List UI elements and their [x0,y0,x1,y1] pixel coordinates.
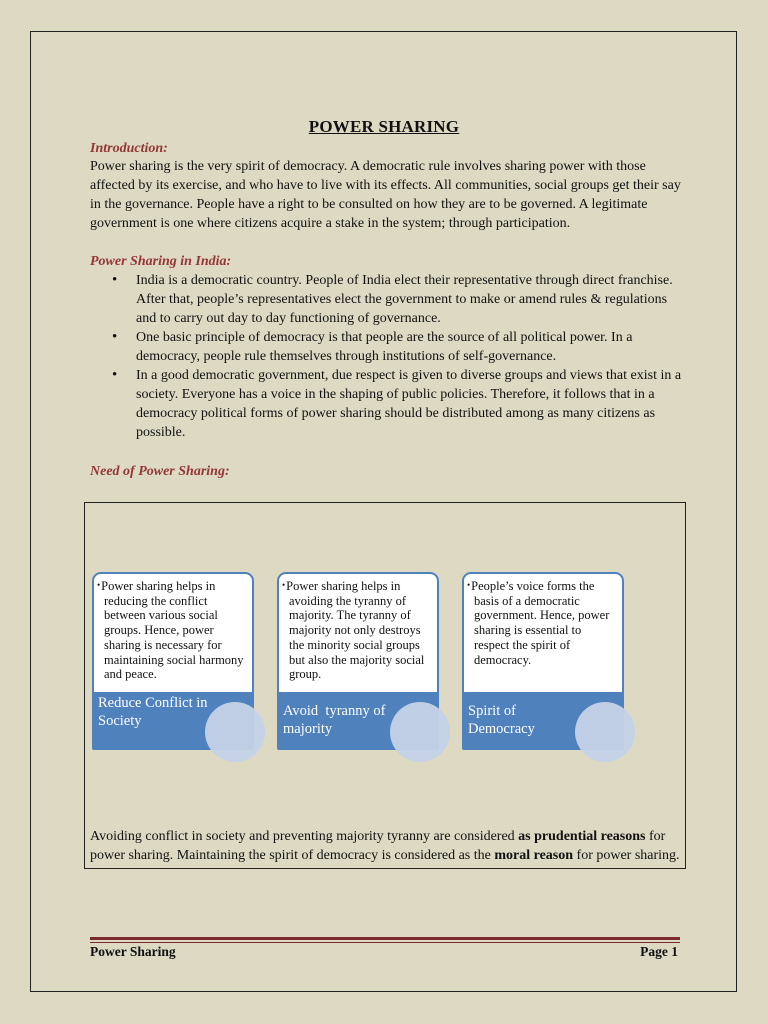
introduction-text: Power sharing is the very spirit of democracy. A democratic rule involves sharing power with those affected by its exercise, and who have to live with its effects. All communities, social groups get their say in the governance. People have a right to be consulted on how they are to be governed. A legitimate government is one where citizens acquire a stake in the system; through participation. [90,159,681,231]
card-spirit-democracy [462,572,624,750]
footer-title: Power Sharing [90,944,176,959]
card-text-box [92,572,254,702]
summary-part: for power sharing. Maintaining the spirit of democracy is considered as the [90,829,666,863]
summary-part: Avoiding conflict in society and preventing majority tyranny are considered [90,829,519,844]
card-label: Spirit of Democracy [468,703,535,737]
summary-text [90,827,686,865]
india-bullet-list [90,271,682,442]
card-text: • People’s voice forms the basis of a democratic government. Hence, power sharing is essential to respect the spirit of democracy. [467,578,618,667]
prudential-reasons-emphasis: as prudential reasons [518,829,646,844]
card-text: • Power sharing helps in avoiding the tyranny of majority. The tyranny of majority not only destroys the minority social groups but also the majority social group. [282,578,433,682]
bullet-item: • One basic principle of democracy is that people are the source of all political power. In a democracy, people rule themselves through institutions of self-governance. [90,328,682,366]
circle-decoration [390,702,450,762]
card-label: Avoid tyranny of majority [283,703,390,737]
india-heading: Power Sharing in India: [90,254,232,269]
footer-rule [90,937,680,940]
need-heading: Need of Power Sharing: [90,464,230,479]
card-text: • Power sharing helps in reducing the conflict between various social groups. Hence, power sharing is necessary for maintaining social harmony and peace. [97,578,248,682]
card-reduce-conflict [92,572,254,750]
card-label: Reduce Conflict in Society [98,695,208,729]
introduction-heading: Introduction: [90,141,168,156]
card-text-box [277,572,439,702]
bullet-item: • India is a democratic country. People of India elect their representative through direct franchise. After that, people’s representatives elect the government to make or amend rules & regulations and to carry out day to day functioning of governance. [90,271,682,328]
card-text-box [462,572,624,702]
page-title: POWER SHARING [308,117,460,136]
circle-decoration [205,702,265,762]
footer-rule [90,942,680,943]
bullet-item: • In a good democratic government, due respect is given to diverse groups and views that exist in a society. Everyone has a voice in the shaping of public policies. Therefore, it follows that in a democracy political forms of power sharing should be distributed among as many citizens as possible. [90,366,682,442]
summary-part: for power sharing. [573,848,680,863]
circle-decoration [575,702,635,762]
page-number: Page 1 [640,944,678,959]
card-avoid-tyranny [277,572,439,750]
moral-reason-emphasis: moral reason [494,848,574,863]
